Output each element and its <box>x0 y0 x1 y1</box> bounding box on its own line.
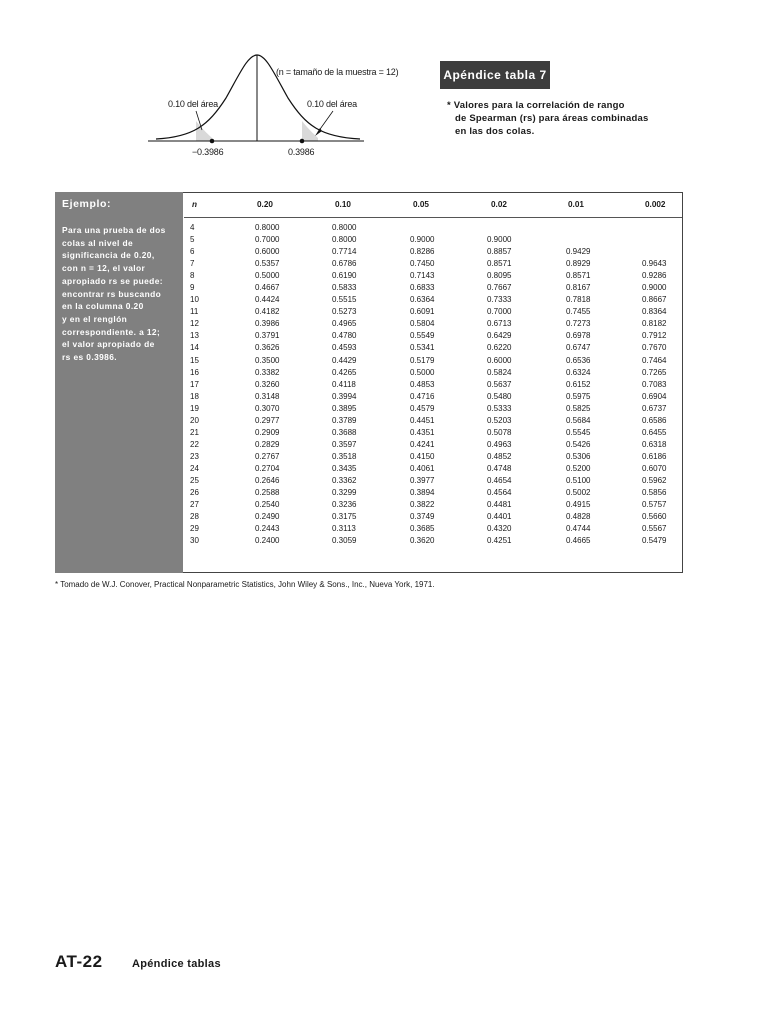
table-cell: 0.6747 <box>566 343 591 353</box>
table-cell: 0.4852 <box>487 451 512 461</box>
table-cell: 0.4780 <box>332 331 357 341</box>
table-cell: 0.3688 <box>332 427 357 437</box>
table-cell: 0.3518 <box>332 451 357 461</box>
table-cell: 0.6186 <box>642 451 667 461</box>
example-line: significancia de 0.20, <box>62 250 155 261</box>
table-cell: 0.3895 <box>332 403 357 413</box>
table-cell: 0.8182 <box>642 319 667 329</box>
table-cell: 0.3299 <box>332 488 357 498</box>
table-cell: 0.7143 <box>410 271 435 281</box>
example-line: colas al nivel de <box>62 237 134 248</box>
table-cell: 0.6091 <box>410 307 435 317</box>
table-cell: 0.6070 <box>642 463 667 473</box>
table-cell: 20 <box>190 415 199 425</box>
table-cell: 4 <box>190 223 195 232</box>
table-cell <box>566 222 590 234</box>
table-cell: 0.5962 <box>642 475 667 485</box>
table-cell: 0.3236 <box>332 500 357 510</box>
table-cell: 0.3791 <box>255 331 280 341</box>
table-title: Apéndice tabla 7 <box>440 61 550 89</box>
example-title: Ejemplo: <box>62 198 112 210</box>
table-cell: 0.4828 <box>566 512 591 522</box>
table-cell <box>642 234 666 246</box>
table-cell: 16 <box>190 367 199 377</box>
table-cell: 0.3500 <box>255 355 280 365</box>
table-cell: 0.4579 <box>410 403 435 413</box>
table-cell: 0.4481 <box>487 500 512 510</box>
table-cell: 0.5203 <box>487 415 512 425</box>
table-cell: 0.5000 <box>410 367 435 377</box>
table-cell: 0.3822 <box>410 500 435 510</box>
table-cell: 23 <box>190 451 199 461</box>
page-number: AT-22 <box>55 952 103 971</box>
table-cell: 0.4593 <box>332 343 357 353</box>
table-cell: 0.9000 <box>642 283 667 293</box>
table-cell: 0.6000 <box>487 355 512 365</box>
table-cell: 0.2704 <box>255 463 280 473</box>
table-cell: 13 <box>190 331 199 341</box>
table-cell: 0.5804 <box>410 319 435 329</box>
table-cell: 0.2588 <box>255 488 280 498</box>
table-cell: 0.6904 <box>642 391 667 401</box>
table-cell: 0.9000 <box>410 235 435 245</box>
table-cell: 0.3749 <box>410 512 435 522</box>
table-cell: 0.4401 <box>487 512 512 522</box>
table-cell: 0.7464 <box>642 355 667 365</box>
table-cell: 0.4451 <box>410 415 435 425</box>
example-line: con n = 12, el valor <box>62 263 146 274</box>
table-cell: 0.7083 <box>642 379 667 389</box>
table-cell: 0.7000 <box>255 235 280 245</box>
table-cell: 0.4320 <box>487 524 512 534</box>
table-cell: 0.5757 <box>642 500 667 510</box>
table-cell: 0.5833 <box>332 283 357 293</box>
table-cell: 0.6737 <box>642 403 667 413</box>
table-cell: 6 <box>190 247 195 257</box>
table-cell: 0.6978 <box>566 331 591 341</box>
example-line: en la columna 0.20 <box>62 301 144 312</box>
table-cell: 0.4182 <box>255 307 280 317</box>
column-0.10 <box>332 222 356 547</box>
table-cell: 11 <box>190 307 199 317</box>
table-cell: 0.4251 <box>487 536 512 546</box>
table-cell: 30 <box>190 536 199 546</box>
table-cell: 0.8571 <box>566 271 591 281</box>
column-0.05 <box>410 222 434 547</box>
table-cell: 0.5200 <box>566 463 591 473</box>
table-cell <box>410 222 434 234</box>
table-cell: 0.5825 <box>566 403 591 413</box>
table-cell: 0.3435 <box>332 463 357 473</box>
table-cell: 28 <box>190 512 199 522</box>
table-cell: 0.3597 <box>332 439 357 449</box>
table-cell: 0.7912 <box>642 331 667 341</box>
table-cell: 0.3148 <box>255 391 280 401</box>
table-cell: 0.3994 <box>332 391 357 401</box>
table-cell: 0.2646 <box>255 475 280 485</box>
column-0.02 <box>487 222 511 547</box>
table-cell: 0.3260 <box>255 379 280 389</box>
table-cell: 0.2829 <box>255 439 280 449</box>
table-cell: 0.4716 <box>410 391 435 401</box>
table-cell: 0.6586 <box>642 415 667 425</box>
caption-line: en las dos colas. <box>455 126 535 137</box>
caption-line: de Spearman (rs) para áreas combinadas <box>455 113 649 124</box>
right-value-dot <box>300 139 305 144</box>
table-cell: 0.8929 <box>566 259 591 269</box>
source-footnote: * Tomado de W.J. Conover, Practical Nonparametric Statistics, John Wiley & Sons., Inc., Nueva York, 1971. <box>55 580 435 589</box>
table-cell: 26 <box>190 488 199 498</box>
table-cell: 0.4061 <box>410 463 435 473</box>
table-cell: 0.8095 <box>487 271 512 281</box>
header-0.01: 0.01 <box>568 200 584 209</box>
example-line: correspondiente. a 12; <box>62 326 161 337</box>
table-cell: 0.7273 <box>566 319 591 329</box>
table-cell: 0.8571 <box>487 259 512 269</box>
table-cell: 18 <box>190 391 199 401</box>
table-cell: 27 <box>190 500 199 510</box>
table-cell: 12 <box>190 319 199 329</box>
table-cell: 0.6152 <box>566 379 591 389</box>
table-cell: 0.8167 <box>566 283 591 293</box>
table-cell: 0.5684 <box>566 415 591 425</box>
table-cell: 0.5856 <box>642 488 667 498</box>
table-cell: 9 <box>190 283 195 293</box>
table-cell: 0.5002 <box>566 488 591 498</box>
table-cell: 0.4424 <box>255 295 280 305</box>
table-cell: 0.5357 <box>255 259 280 269</box>
header-rule <box>184 217 682 218</box>
table-cell: 0.4241 <box>410 439 435 449</box>
table-cell: 0.5479 <box>642 536 667 546</box>
table-cell: 0.4564 <box>487 488 512 498</box>
table-cell: 0.8364 <box>642 307 667 317</box>
table-cell: 0.5480 <box>487 391 512 401</box>
table-cell: 0.8857 <box>487 247 512 257</box>
table-cell: 0.6786 <box>332 259 357 269</box>
table-cell: 0.6833 <box>410 283 435 293</box>
table-cell: 0.7667 <box>487 283 512 293</box>
table-cell: 0.5975 <box>566 391 591 401</box>
column-0.20 <box>255 222 279 547</box>
table-cell: 0.7714 <box>332 247 357 257</box>
table-cell: 0.4150 <box>410 451 435 461</box>
table-cell: 0.5567 <box>642 524 667 534</box>
example-panel <box>55 192 183 573</box>
table-cell: 25 <box>190 475 199 485</box>
table-cell: 0.9429 <box>566 247 591 257</box>
caption-line: * Valores para la correlación de rango <box>447 100 625 111</box>
header-0.10: 0.10 <box>335 200 351 209</box>
table-cell: 0.4748 <box>487 463 512 473</box>
table-cell: 0.2400 <box>255 536 280 546</box>
table-cell: 17 <box>190 379 199 389</box>
table-cell: 0.5306 <box>566 451 591 461</box>
table-cell: 0.2977 <box>255 415 280 425</box>
example-line: el valor apropiado de <box>62 339 155 350</box>
right-area-label: 0.10 del área <box>307 99 357 109</box>
table-cell: 15 <box>190 355 199 365</box>
table-cell: 0.8000 <box>332 235 357 245</box>
header-0.002: 0.002 <box>645 200 666 209</box>
table-cell: 0.3113 <box>332 524 356 534</box>
table-cell: 0.3070 <box>255 403 280 413</box>
table-cell: 0.3789 <box>332 415 357 425</box>
example-line: Para una prueba de dos <box>62 225 166 235</box>
left-value-dot <box>210 139 215 144</box>
table-cell: 0.5333 <box>487 403 512 413</box>
table-cell: 0.6318 <box>642 439 667 449</box>
table-cell: 0.7333 <box>487 295 512 305</box>
header-0.20: 0.20 <box>257 200 273 209</box>
table-cell: 8 <box>190 271 195 281</box>
table-cell: 0.9643 <box>642 259 667 269</box>
table-cell: 0.5824 <box>487 367 512 377</box>
table-cell: 0.4853 <box>410 379 435 389</box>
left-value-label: −0.3986 <box>192 147 224 157</box>
table-cell: 5 <box>190 235 195 245</box>
table-cell: 7 <box>190 259 195 269</box>
table-cell: 0.5515 <box>332 295 357 305</box>
table-cell: 0.6220 <box>487 343 512 353</box>
table-cell: 0.3362 <box>332 475 357 485</box>
table-cell: 0.4744 <box>566 524 591 534</box>
table-cell: 0.7450 <box>410 259 435 269</box>
table-cell: 0.3175 <box>332 512 357 522</box>
table-cell: 0.4351 <box>410 427 435 437</box>
table-cell: 0.6455 <box>642 427 667 437</box>
table-cell: 0.4665 <box>566 536 591 546</box>
table-cell: 0.4667 <box>255 283 280 293</box>
table-cell: 0.9286 <box>642 271 667 281</box>
table-cell <box>566 234 590 246</box>
example-body <box>62 224 177 364</box>
table-cell <box>642 246 666 258</box>
column-0.002 <box>642 222 666 547</box>
table-cell: 0.3894 <box>410 488 435 498</box>
table-cell: 0.8000 <box>332 223 357 232</box>
header-n: n <box>192 200 198 209</box>
table-cell: 0.3986 <box>255 319 280 329</box>
table-cell: 0.8000 <box>255 223 280 232</box>
table-cell: 0.5549 <box>410 331 435 341</box>
table-cell: 0.4429 <box>332 355 357 365</box>
table-cell: 0.8667 <box>642 295 667 305</box>
table-cell: 0.5100 <box>566 475 591 485</box>
table-cell <box>642 222 666 234</box>
column-0.01 <box>566 222 590 547</box>
table-cell: 24 <box>190 463 199 473</box>
table-cell: 0.6324 <box>566 367 591 377</box>
table-cell: 0.5078 <box>487 427 512 437</box>
table-cell: 0.7818 <box>566 295 591 305</box>
table-cell: 10 <box>190 295 199 305</box>
table-cell: 0.9000 <box>487 235 512 245</box>
table-cell: 0.3620 <box>410 536 435 546</box>
table-cell: 0.4915 <box>566 500 591 510</box>
table-cell: 0.7455 <box>566 307 591 317</box>
table-cell: 0.5660 <box>642 512 667 522</box>
table-cell: 0.5637 <box>487 379 512 389</box>
table-cell: 0.7670 <box>642 343 667 353</box>
table-cell: 0.4654 <box>487 475 512 485</box>
table-cell: 0.2909 <box>255 427 280 437</box>
table-cell: 0.2490 <box>255 512 280 522</box>
header-0.02: 0.02 <box>491 200 507 209</box>
table-cell: 22 <box>190 439 199 449</box>
left-area-label: 0.10 del área <box>168 99 218 109</box>
table-cell: 0.5273 <box>332 307 357 317</box>
table-cell: 0.5179 <box>410 355 435 365</box>
table-cell: 0.5426 <box>566 439 591 449</box>
table-cell: 0.3977 <box>410 475 435 485</box>
table-cell: 0.5545 <box>566 427 591 437</box>
table-cell: 0.7000 <box>487 307 512 317</box>
table-cell: 0.3685 <box>410 524 435 534</box>
table-cell: 29 <box>190 524 199 534</box>
table-cell: 21 <box>190 427 199 437</box>
table-cell: 14 <box>190 343 199 353</box>
example-line: y en el renglón <box>62 313 128 324</box>
table-cell: 0.6000 <box>255 247 280 257</box>
table-caption <box>447 99 648 138</box>
table-cell: 0.6429 <box>487 331 512 341</box>
table-cell: 0.6536 <box>566 355 591 365</box>
table-cell: 0.3382 <box>255 367 280 377</box>
table-cell <box>487 222 511 234</box>
table-cell: 0.4963 <box>487 439 512 449</box>
table-cell: 0.4965 <box>332 319 357 329</box>
table-cell: 0.8286 <box>410 247 435 257</box>
table-cell: 0.6364 <box>410 295 435 305</box>
example-line: rs es 0.3986. <box>62 352 118 363</box>
table-cell: 0.4265 <box>332 367 357 377</box>
table-cell: 0.4118 <box>332 379 356 389</box>
right-value-label: 0.3986 <box>288 147 315 157</box>
sample-size-label: (n = tamaño de la muestra = 12) <box>276 67 399 77</box>
table-cell: 19 <box>190 403 199 413</box>
table-cell: 0.2540 <box>255 500 280 510</box>
page-footer-title: Apéndice tablas <box>132 958 221 970</box>
table-cell: 0.2767 <box>255 451 280 461</box>
table-cell: 0.3059 <box>332 536 357 546</box>
example-line: apropiado rs se puede: <box>62 275 163 286</box>
table-cell: 0.6190 <box>332 271 357 281</box>
example-line: encontrar rs buscando <box>62 288 162 299</box>
table-cell: 0.7265 <box>642 367 667 377</box>
table-cell: 0.6713 <box>487 319 512 329</box>
table-cell: 0.5341 <box>410 343 435 353</box>
table-cell: 0.3626 <box>255 343 280 353</box>
table-cell: 0.5000 <box>255 271 280 281</box>
column-n <box>190 222 199 547</box>
table-cell: 0.2443 <box>255 524 280 534</box>
header-0.05: 0.05 <box>413 200 429 209</box>
